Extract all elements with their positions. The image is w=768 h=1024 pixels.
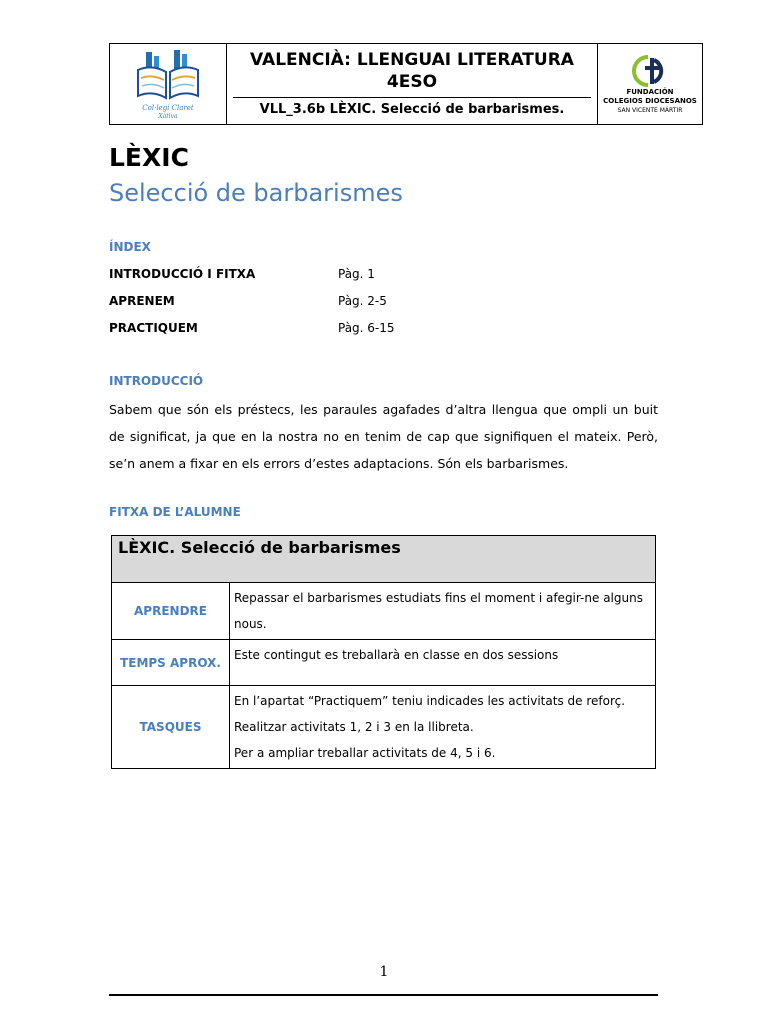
row-text: Este contingut es treballarà en classe en dos sessions (230, 640, 656, 686)
foundation-sub: COLEGIOS DIOCESANOS (603, 96, 697, 105)
school-logo (110, 44, 227, 124)
row-text: En l’apartat “Practiquem” teniu indicades les activitats de reforç. Realitzar activitats 1, 2 i 3 en la llibreta. Per a ampliar treballar activitats de 4, 5 i 6. (230, 686, 656, 769)
footer-divider (109, 994, 658, 996)
cross-logo-icon (630, 54, 670, 88)
row-label: TASQUES (112, 686, 230, 769)
foundation-logo (598, 44, 702, 124)
row-label: APRENDRE (112, 583, 230, 640)
header-title-block (227, 44, 598, 124)
unit-subtitle: VLL_3.6b LÈXIC. Selecció de barbarismes. (233, 97, 591, 120)
row-label: TEMPS APROX. (112, 640, 230, 686)
page-number: 1 (379, 964, 389, 980)
intro-label: INTRODUCCIÓ (109, 374, 204, 388)
course-title: VALENCIÀ: LLENGUAI LITERATURA 4ESO (250, 49, 574, 92)
table-row (112, 583, 656, 640)
intro-paragraph: Sabem que són els préstecs, les paraules agafades d’altra llengua que ompli un buit de significat, ja que en la nostra no en tenim de cap que signifiquen el mateix. Però, se’n anem a fixar en els errors d’estes adaptacions. Són els barbarismes. (109, 402, 658, 471)
fitxa-label: FITXA DE L’ALUMNE (109, 505, 241, 519)
svg-text:Col·legi Claret: Col·legi Claret (142, 104, 194, 112)
page-subtitle: Selecció de barbarismes (109, 179, 403, 207)
student-sheet-table (111, 535, 656, 769)
table-title: LÈXIC. Selecció de barbarismes (112, 536, 656, 583)
table-row (112, 686, 656, 769)
open-book-logo-icon (128, 48, 208, 120)
table-row (112, 640, 656, 686)
index-label: ÍNDEX (109, 240, 151, 254)
foundation-sub2: SAN VICENTE MÁRTIR (617, 106, 683, 114)
document-header (109, 43, 703, 125)
row-text: Repassar el barbarismes estudiats fins el moment i afegir-ne alguns nous. (230, 583, 656, 640)
page-title: LÈXIC (109, 143, 189, 172)
svg-text:Xàtiva: Xàtiva (158, 113, 178, 120)
foundation-name: FUNDACIÓN (626, 87, 674, 96)
